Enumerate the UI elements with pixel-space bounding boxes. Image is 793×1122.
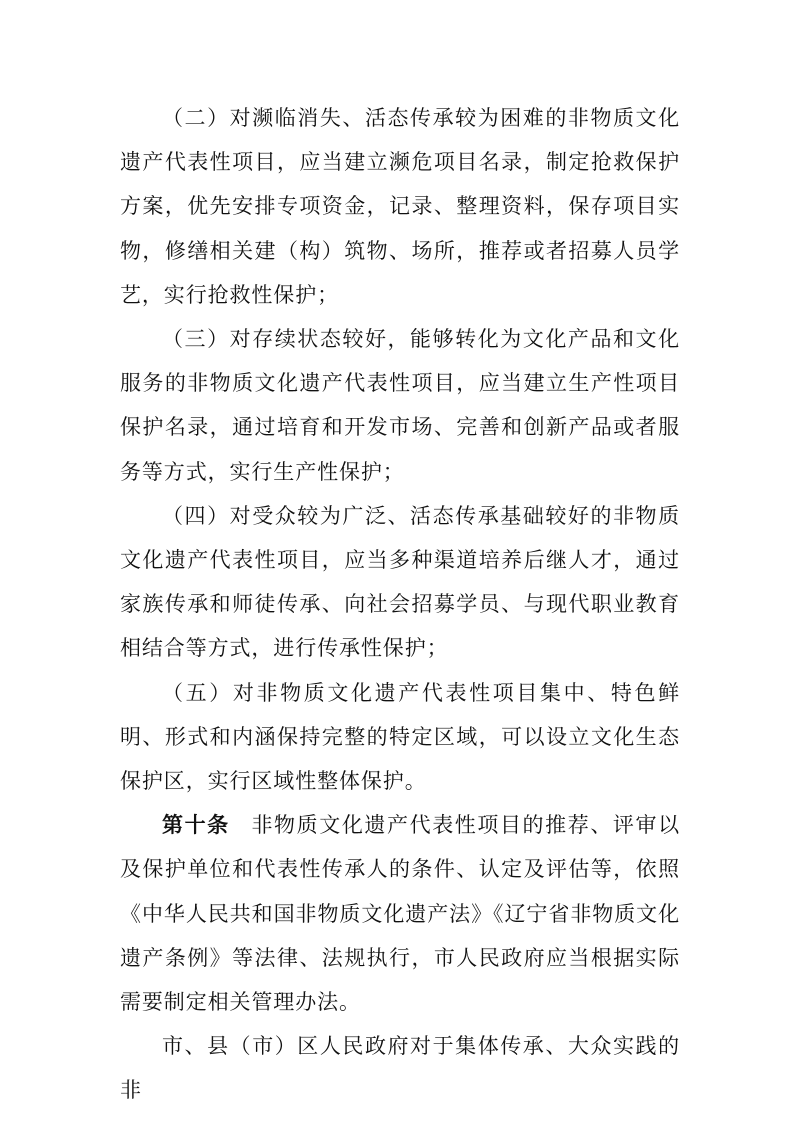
paragraph-item-3: （三）对存续状态较好，能够转化为文化产品和文化服务的非物质文化遗产代表性项目，应当建立生产性项目保护名录，通过培育和开发市场、完善和创新产品或者服务等方式，实行生产性保护；: [120, 327, 680, 484]
article-10-paragraph: [120, 803, 680, 1024]
article-10-label: 第十条: [162, 813, 230, 838]
document-body: [120, 96, 680, 1113]
paragraph-item-2: （二）对濒临消失、活态传承较为困难的非物质文化遗产代表性项目，应当建立濒危项目名录，制定抢救保护方案，优先安排专项资金，记录、整理资料，保存项目实物，修缮相关建（构）筑物、场所，推荐或者招募人员学艺，实行抢救性保护；: [120, 106, 680, 307]
paragraph-item-5: （五）对非物质文化遗产代表性项目集中、特色鲜明、形式和内涵保持完整的特定区域，可以设立文化生态保护区，实行区域性整体保护。: [120, 680, 680, 794]
paragraph-item-4: （四）对受众较为广泛、活态传承基础较好的非物质文化遗产代表性项目，应当多种渠道培养后继人才，通过家族传承和师徒传承、向社会招募学员、与现代职业教育相结合等方式，进行传承性保护；: [120, 503, 680, 661]
article-10-text: 非物质文化遗产代表性项目的推荐、评审以及保护单位和代表性传承人的条件、认定及评估等，依照《中华人民共和国非物质文化遗产法》《辽宁省非物质文化遗产条例》等法律、法规执行，市人民政府应当根据实际需要制定相关管理办法。: [120, 813, 680, 1015]
final-paragraph: 市、县（市）区人民政府对于集体传承、大众实践的非: [120, 1034, 680, 1103]
